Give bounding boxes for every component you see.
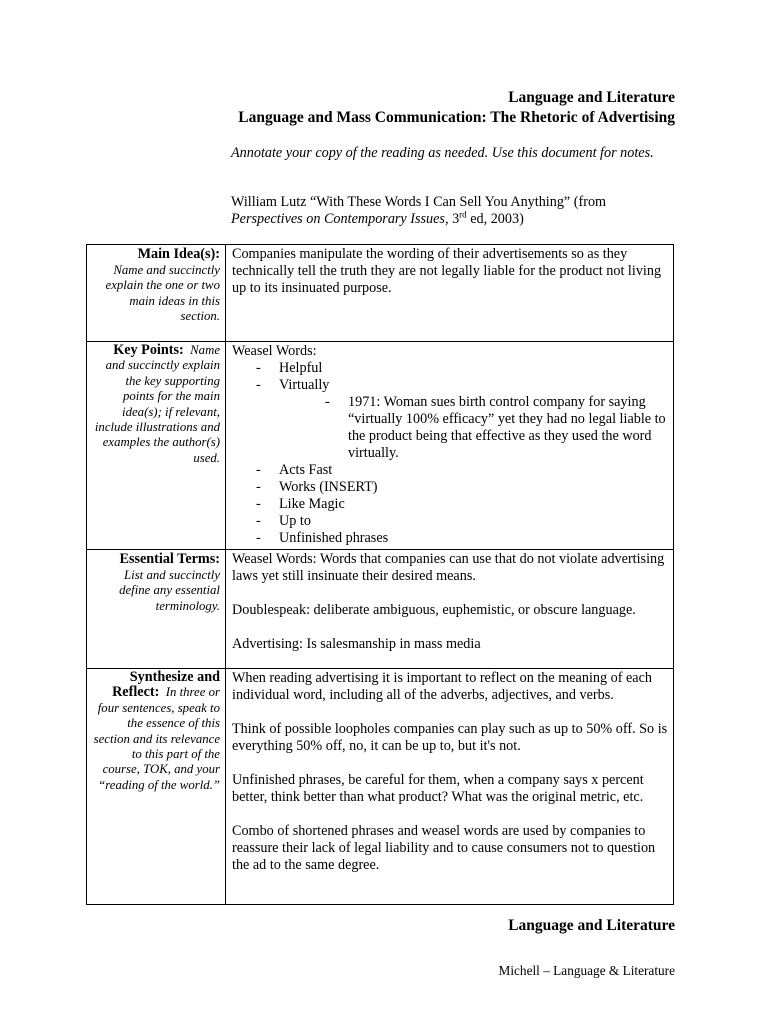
footer-credit: Michell – Language & Literature <box>498 963 675 978</box>
list-item: - Like Magic <box>256 496 668 513</box>
reading-edition: , 3 <box>444 211 460 227</box>
key-points-row <box>87 342 674 550</box>
unit-title: Language and Mass Communication: The Rhetoric of Advertising <box>238 109 675 126</box>
paragraph: When reading advertising it is important to reflect on the meaning of each individual word, including all of the adverbs, adjectives, and verbs. <box>232 670 652 703</box>
paragraph: Advertising: Is salesmanship in mass media <box>232 636 481 652</box>
key-points-content <box>226 342 674 550</box>
key-points-list <box>232 360 668 547</box>
list-item-text: Virtually <box>279 377 330 393</box>
course-title: Language and Literature <box>508 89 675 106</box>
key-points-heading: Weasel Words: <box>232 343 317 359</box>
main-ideas-label: Main Idea(s): <box>137 246 220 262</box>
list-item: - Up to <box>256 513 668 530</box>
sub-list-item: - 1971: Woman sues birth control company for saying “virtually 100% efficacy” yet they had no legal liable to the product being that effective as they used the word virtually. <box>325 394 668 462</box>
essential-terms-label-cell <box>87 550 226 669</box>
main-ideas-label-cell <box>87 245 226 342</box>
key-points-label-cell <box>87 342 226 550</box>
essential-terms-label: Essential Terms: <box>119 551 220 567</box>
synthesize-label: Synthesize and Reflect: <box>112 669 220 701</box>
synthesize-content <box>226 669 674 905</box>
essential-terms-content <box>226 550 674 669</box>
paragraph: Combo of shortened phrases and weasel words are used by companies to reassure their lack of legal liability and to cause consumers not to question the ad to the same degree. <box>232 823 656 873</box>
key-points-label: Key Points: <box>113 342 184 358</box>
reading-book: Perspectives on Contemporary Issues <box>231 211 445 227</box>
key-points-desc: Name and succinctly explain the key supporting points for the main idea(s); if relevant, include illustrations and examples the author(s) used. <box>94 343 220 465</box>
list-item: - Works (INSERT) <box>256 479 668 496</box>
essential-terms-row <box>87 550 674 669</box>
paragraph: Weasel Words: Words that companies can use that do not violate advertising laws yet still insinuate their desired means. <box>232 551 665 584</box>
notes-table <box>86 244 674 905</box>
list-item: - Helpful <box>256 360 668 377</box>
reading-edition-rest: ed, 2003) <box>466 211 524 227</box>
reading-edition-sup: rd <box>459 209 467 220</box>
synthesize-row <box>87 669 674 905</box>
main-ideas-desc: Name and succinctly explain the one or two main ideas in this section. <box>105 263 220 324</box>
key-points-sublist <box>279 394 668 462</box>
synthesize-label-cell <box>87 669 226 905</box>
paragraph: Doublespeak: deliberate ambiguous, euphemistic, or obscure language. <box>232 602 636 618</box>
footer-course-title: Language and Literature <box>508 917 675 934</box>
paragraph: Unfinished phrases, be careful for them, when a company says x percent better, think better than what product? What was the original metric, etc. <box>232 772 644 805</box>
list-item: - Acts Fast <box>256 462 668 479</box>
essential-terms-desc: List and succinctly define any essential terminology. <box>119 568 220 613</box>
task-directions-text: Annotate your copy of the reading as needed. Use this document for notes. <box>231 145 654 161</box>
reading-title-text <box>231 194 671 228</box>
reading-author-title: William Lutz “With These Words I Can Sell You Anything” (from <box>231 194 607 210</box>
list-item: - Unfinished phrases <box>256 530 668 547</box>
main-ideas-content: Companies manipulate the wording of their advertisements so as they technically tell the truth they are not legally liable for the product not living up to its insinuated purpose. <box>226 245 674 342</box>
synthesize-desc: In three or four sentences, speak to the essence of this section and its relevance to this part of the course, TOK, and your “reading of the world.” <box>93 685 220 792</box>
main-ideas-row <box>87 245 674 342</box>
list-item <box>256 377 668 462</box>
paragraph: Think of possible loopholes companies can play such as up to 50% off. So is everything 50% off, no, it can be up to, but it's not. <box>232 721 668 754</box>
